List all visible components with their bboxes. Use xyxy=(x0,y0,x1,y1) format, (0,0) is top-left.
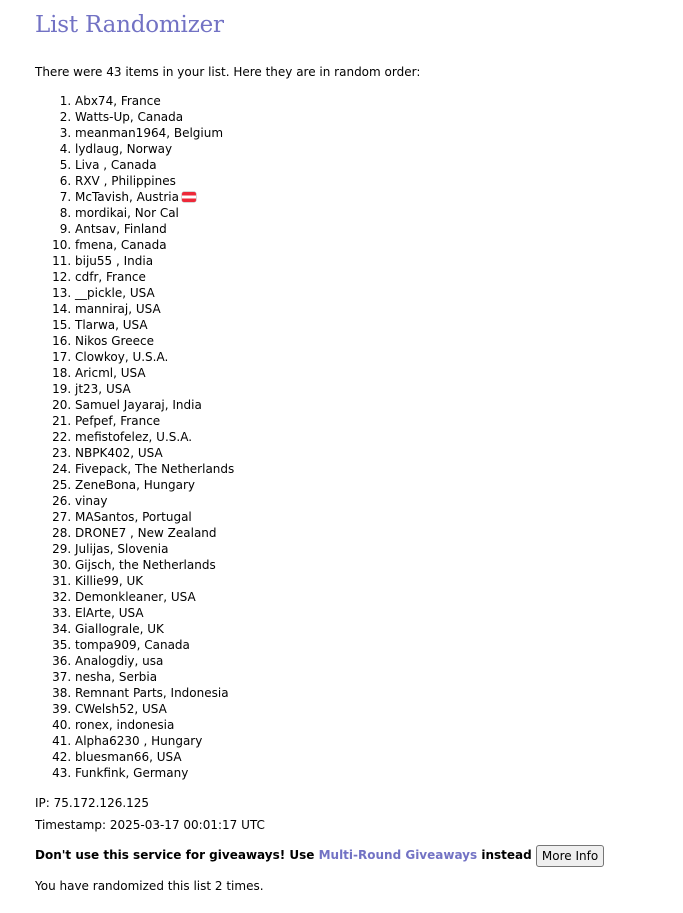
list-item xyxy=(75,541,683,557)
list-item xyxy=(75,477,683,493)
list-item-text: Aricml, USA xyxy=(75,366,146,380)
list-item xyxy=(75,93,683,109)
list-item xyxy=(75,109,683,125)
list-item xyxy=(75,509,683,525)
warning-prefix: Don't use this service for giveaways! Use xyxy=(35,848,319,862)
ip-address: IP: 75.172.126.125 xyxy=(35,796,150,810)
list-item xyxy=(75,493,683,509)
list-item-text: Samuel Jayaraj, India xyxy=(75,398,202,412)
list-item-text: tompa909, Canada xyxy=(75,638,190,652)
list-item xyxy=(75,333,683,349)
list-item xyxy=(75,557,683,573)
list-item-text: meanman1964, Belgium xyxy=(75,126,224,140)
list-item-text: Giallograle, UK xyxy=(75,622,164,636)
list-item xyxy=(75,605,683,621)
list-item-text: McTavish, Austria xyxy=(75,190,179,204)
list-item xyxy=(75,525,683,541)
list-item-text: Liva , Canada xyxy=(75,158,157,172)
list-item xyxy=(75,381,683,397)
list-item xyxy=(75,349,683,365)
warning-suffix: instead xyxy=(477,848,532,862)
list-item-text: Killie99, UK xyxy=(75,574,144,588)
giveaway-warning xyxy=(35,843,683,867)
list-item-text: cdfr, France xyxy=(75,270,146,284)
list-item-text: jt23, USA xyxy=(75,382,131,396)
list-item-text: Fivepack, The Netherlands xyxy=(75,462,235,476)
list-item-text: lydlaug, Norway xyxy=(75,142,173,156)
list-item xyxy=(75,125,683,141)
list-item xyxy=(75,701,683,717)
list-item xyxy=(75,221,683,237)
list-item-text: RXV , Philippines xyxy=(75,174,176,188)
list-item xyxy=(75,397,683,413)
list-item xyxy=(75,749,683,765)
timestamp: Timestamp: 2025-03-17 00:01:17 UTC xyxy=(35,818,265,832)
list-item-text: Pefpef, France xyxy=(75,414,161,428)
list-item-text: mordikai, Nor Cal xyxy=(75,206,179,220)
list-item-text: Clowkoy, U.S.A. xyxy=(75,350,169,364)
list-item xyxy=(75,573,683,589)
list-item-text: manniraj, USA xyxy=(75,302,161,316)
list-item xyxy=(75,317,683,333)
list-item-text: vinay xyxy=(75,494,108,508)
list-item xyxy=(75,253,683,269)
list-item-text: bluesman66, USA xyxy=(75,750,182,764)
list-item-text: Tlarwa, USA xyxy=(75,318,148,332)
list-item xyxy=(75,205,683,221)
list-item xyxy=(75,717,683,733)
list-item xyxy=(75,301,683,317)
list-item xyxy=(75,413,683,429)
list-item-text: Funkfink, Germany xyxy=(75,766,189,780)
list-item-text: biju55 , India xyxy=(75,254,154,268)
list-item-text: nesha, Serbia xyxy=(75,670,158,684)
page-title: List Randomizer xyxy=(35,12,224,38)
randomize-count: You have randomized this list 2 times. xyxy=(35,879,264,893)
list-item-text: Nikos Greece xyxy=(75,334,154,348)
list-item xyxy=(75,445,683,461)
list-item xyxy=(75,157,683,173)
list-item xyxy=(75,429,683,445)
list-item xyxy=(75,653,683,669)
list-item xyxy=(75,141,683,157)
list-item xyxy=(75,765,683,781)
list-item-text: Remnant Parts, Indonesia xyxy=(75,686,229,700)
list-item xyxy=(75,637,683,653)
list-item-text: fmena, Canada xyxy=(75,238,167,252)
list-item-text: MASantos, Portugal xyxy=(75,510,192,524)
list-item-text: ElArte, USA xyxy=(75,606,144,620)
list-item xyxy=(75,621,683,637)
list-item-text: NBPK402, USA xyxy=(75,446,163,460)
list-item xyxy=(75,237,683,253)
list-item-text: DRONE7 , New Zealand xyxy=(75,526,217,540)
list-item xyxy=(75,461,683,477)
list-item-text: __pickle, USA xyxy=(75,286,155,300)
list-item-text: mefistofelez, U.S.A. xyxy=(75,430,193,444)
list-item xyxy=(75,173,683,189)
list-item xyxy=(75,285,683,301)
more-info-button[interactable]: More Info xyxy=(536,845,604,867)
list-item xyxy=(75,269,683,285)
intro-text: There were 43 items in your list. Here they are in random order: xyxy=(35,65,421,79)
list-item xyxy=(75,589,683,605)
list-item-text: CWelsh52, USA xyxy=(75,702,167,716)
list-item-text: Watts-Up, Canada xyxy=(75,110,184,124)
list-item xyxy=(75,733,683,749)
randomized-list xyxy=(35,93,683,781)
list-item-text: Alpha6230 , Hungary xyxy=(75,734,203,748)
multi-round-giveaways-link[interactable]: Multi-Round Giveaways xyxy=(318,848,478,862)
list-item xyxy=(75,685,683,701)
list-item-text: Antsav, Finland xyxy=(75,222,167,236)
austria-flag-icon xyxy=(182,192,196,202)
list-item-text: ronex, indonesia xyxy=(75,718,175,732)
list-item-text: ZeneBona, Hungary xyxy=(75,478,195,492)
list-item xyxy=(75,365,683,381)
list-item-text: Analogdiy, usa xyxy=(75,654,164,668)
list-item-text: Demonkleaner, USA xyxy=(75,590,196,604)
list-item xyxy=(75,669,683,685)
list-item-text: Gijsch, the Netherlands xyxy=(75,558,216,572)
list-item-text: Julijas, Slovenia xyxy=(75,542,169,556)
list-item-text: Abx74, France xyxy=(75,94,161,108)
list-item xyxy=(75,189,683,205)
